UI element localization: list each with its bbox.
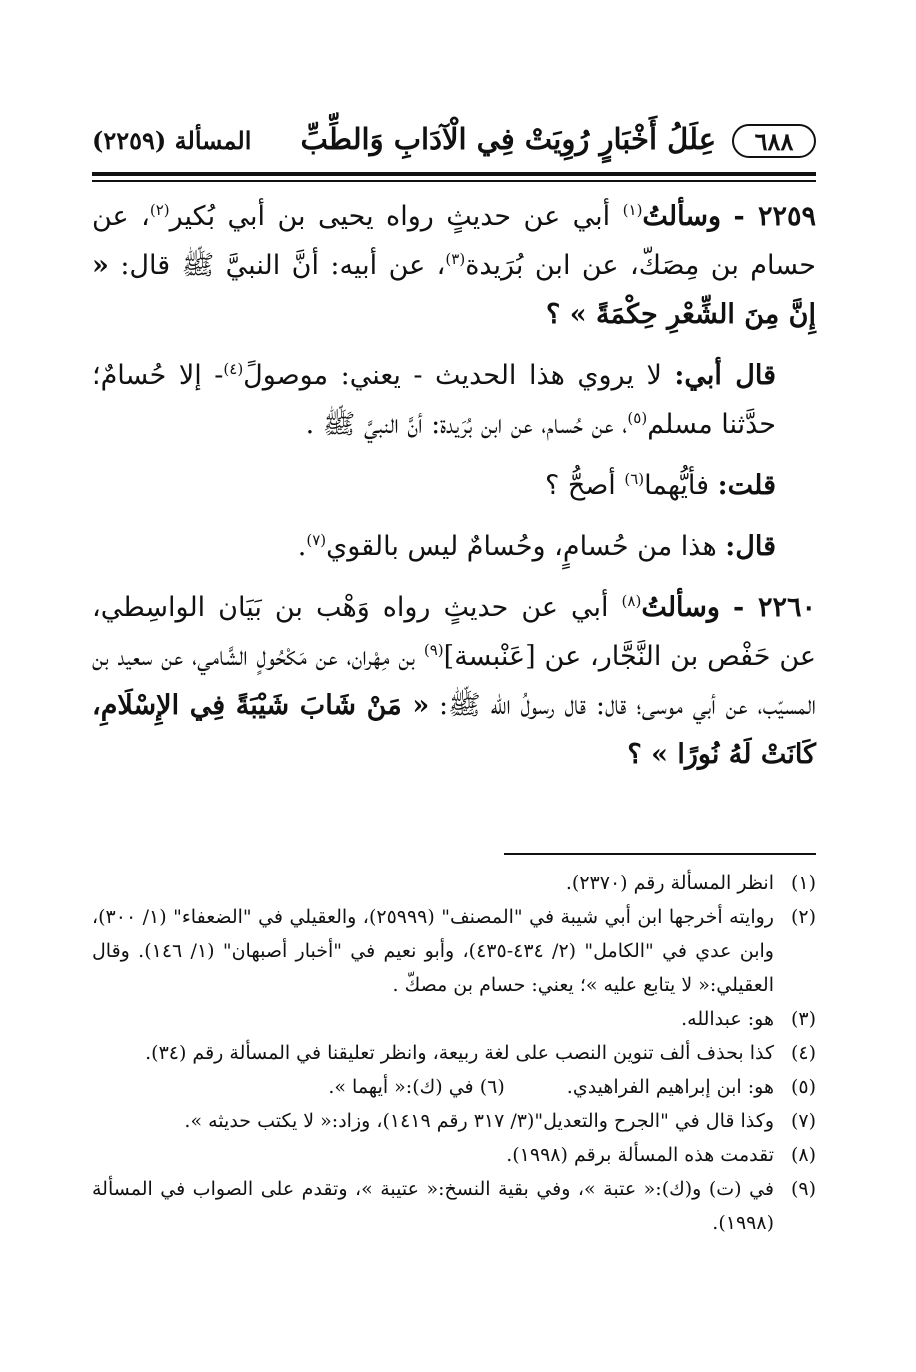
footnote-text: في (ت) و(ك):« عتبة »، وفي بقية النسخ:« عتيبة »، وتقدم على الصواب في المسألة (١٩٩٨). — [92, 1178, 774, 1234]
lead-word: وسألتُ — [642, 201, 722, 232]
issue-label: المسألة (٢٢٥٩) — [92, 126, 252, 155]
book-title: عِلَلُ أَخْبَارٍ رُوِيَتْ فِي الْآدَابِ وَالطِّبِّ — [300, 122, 716, 156]
footnote-inline-item — [328, 1070, 504, 1104]
footnote-ref: (٨) — [621, 592, 642, 610]
text-run: أبي عن حديثٍ رواه وَهْب بن بَيَان الواسِطي، عن حَفْص بن النَّجَّار، عن [عَنْبسة] — [92, 592, 816, 672]
footnote-item — [92, 900, 816, 1002]
footnote-item — [92, 866, 816, 900]
footnote-item — [92, 1138, 816, 1172]
footnotes — [92, 866, 816, 1240]
footnote-number: (١) — [790, 872, 816, 894]
paragraph-answer-2 — [92, 522, 816, 571]
footnote-ref: (٢) — [149, 201, 170, 219]
footnote-ref: (٩) — [423, 641, 444, 659]
paragraph-2259 — [92, 192, 816, 339]
paragraph-answer-1 — [92, 351, 816, 449]
text-run: لا يروي هذا الحديث - يعني: موصولً — [243, 360, 662, 391]
page-number: ٦٨٨ — [754, 126, 794, 156]
footnote-item — [92, 1104, 816, 1138]
page-header — [92, 118, 816, 170]
text-run: فأيُّهما — [644, 470, 710, 501]
footnote-item — [92, 1070, 816, 1104]
footnote-text: في (ك):« أيهما ». — [328, 1076, 474, 1098]
text-run: أصحُّ ؟ — [544, 470, 616, 501]
footnote-number: (٥) — [790, 1076, 816, 1098]
footnote-number: (٦) — [479, 1076, 505, 1098]
footnote-number: (٤) — [790, 1042, 816, 1064]
text-run: . — [297, 531, 307, 562]
footnote-text: روايته أخرجها ابن أبي شيبة في "المصنف" (٢٥٩٩٩)، والعقيلي في "الضعفاء" (١/ ٣٠٠)، وابن عدي في "الكامل" (٢/ ٤٣٤-٤٣٥)، وأبو نعيم في "أخبار أصبهان" (١/ ١٤٦). وقال العقيلي:« لا يتابع عليه »؛ يعني: حسام بن مصكّ . — [92, 906, 774, 996]
main-text — [92, 192, 816, 791]
lead-word: قال: — [725, 531, 776, 562]
footnote-text: كذا بحذف ألف تنوين النصب على لغة ربيعة، وانظر تعليقنا في المسألة رقم (٣٤). — [145, 1042, 774, 1064]
footnote-text: هو: ابن إبراهيم الفراهيدي. — [566, 1076, 774, 1098]
footnote-text-pair — [92, 1070, 774, 1104]
footnote-text: وكذا قال في "الجرح والتعديل"(٣/ ٣١٧ رقم ١٤١٩)، وزاد:« لا يكتب حديثه ». — [184, 1110, 774, 1132]
footnote-text: انظر المسألة رقم (٢٣٧٠). — [565, 872, 774, 894]
text-run: أبي عن حديثٍ رواه يحيى بن أبي بُكير — [169, 201, 611, 232]
footnote-number: (٩) — [790, 1178, 816, 1200]
text-run: ، عن أبيه: أنَّ النبيَّ ﷺ قال: — [120, 250, 446, 281]
footnote-text: هو: عبدالله. — [681, 1008, 774, 1030]
header-rule-thin — [92, 180, 816, 182]
paragraph-question — [92, 461, 816, 510]
footnote-item — [92, 1036, 816, 1070]
hadith-quote: « إِنَّ مِنَ الشِّعْرِ حِكْمَةً » ؟ — [92, 250, 816, 330]
footnote-ref: (٧) — [306, 531, 327, 549]
lead-word: قلت: — [717, 470, 776, 501]
footnote-ref: (٦) — [624, 470, 645, 488]
header-rule-thick — [92, 172, 816, 176]
page-number-badge — [732, 124, 816, 158]
hadith-quote: « مَنْ شَابَ شَيْبَةً فِي الإِسْلَامِ، كَانَتْ لَهُ نُورًا » ؟ — [92, 690, 816, 770]
footnote-item — [92, 1172, 816, 1240]
footnote-separator — [504, 853, 816, 855]
text-run: ، عن حُسام، عن ابن بُرَيدة: أنَّ النبيَّ ﷺ . — [305, 409, 628, 440]
footnote-item — [92, 1002, 816, 1036]
lead-word: قال أبي: — [674, 360, 777, 391]
footnote-ref: (٣) — [445, 250, 466, 268]
text-run: بن مِهْران، عن مَكْحُولٍ الشَّامي، عن سعيد بن المسيّب، عن أبي موسى؛ قال: قال رسولُ الله ﷺ: — [92, 641, 816, 721]
lead-word: وسألتُ — [641, 592, 720, 623]
footnote-number: (٧) — [790, 1110, 816, 1132]
paragraph-2260 — [92, 583, 816, 779]
text-run: هذا من حُسامٍ، وحُسامٌ ليس بالقوي — [326, 531, 717, 562]
issue-number: ٢٢٦٠ - — [732, 592, 816, 623]
text-run: ، عن حسام بن مِصَكّ، عن ابن بُرَيدة — [92, 201, 816, 281]
text-run: - إلا حُسامٌ؛ حدَّثنا مسلم — [92, 360, 776, 440]
footnote-ref: (٥) — [627, 409, 648, 427]
footnote-number: (٨) — [790, 1144, 816, 1166]
footnote-text: تقدمت هذه المسألة برقم (١٩٩٨). — [506, 1144, 774, 1166]
footnote-number: (٢) — [790, 906, 816, 928]
footnote-ref: (٤) — [223, 360, 244, 378]
issue-number: ٢٢٥٩ - — [733, 201, 816, 232]
footnote-number: (٣) — [790, 1008, 816, 1030]
footnote-ref: (١) — [622, 201, 643, 219]
